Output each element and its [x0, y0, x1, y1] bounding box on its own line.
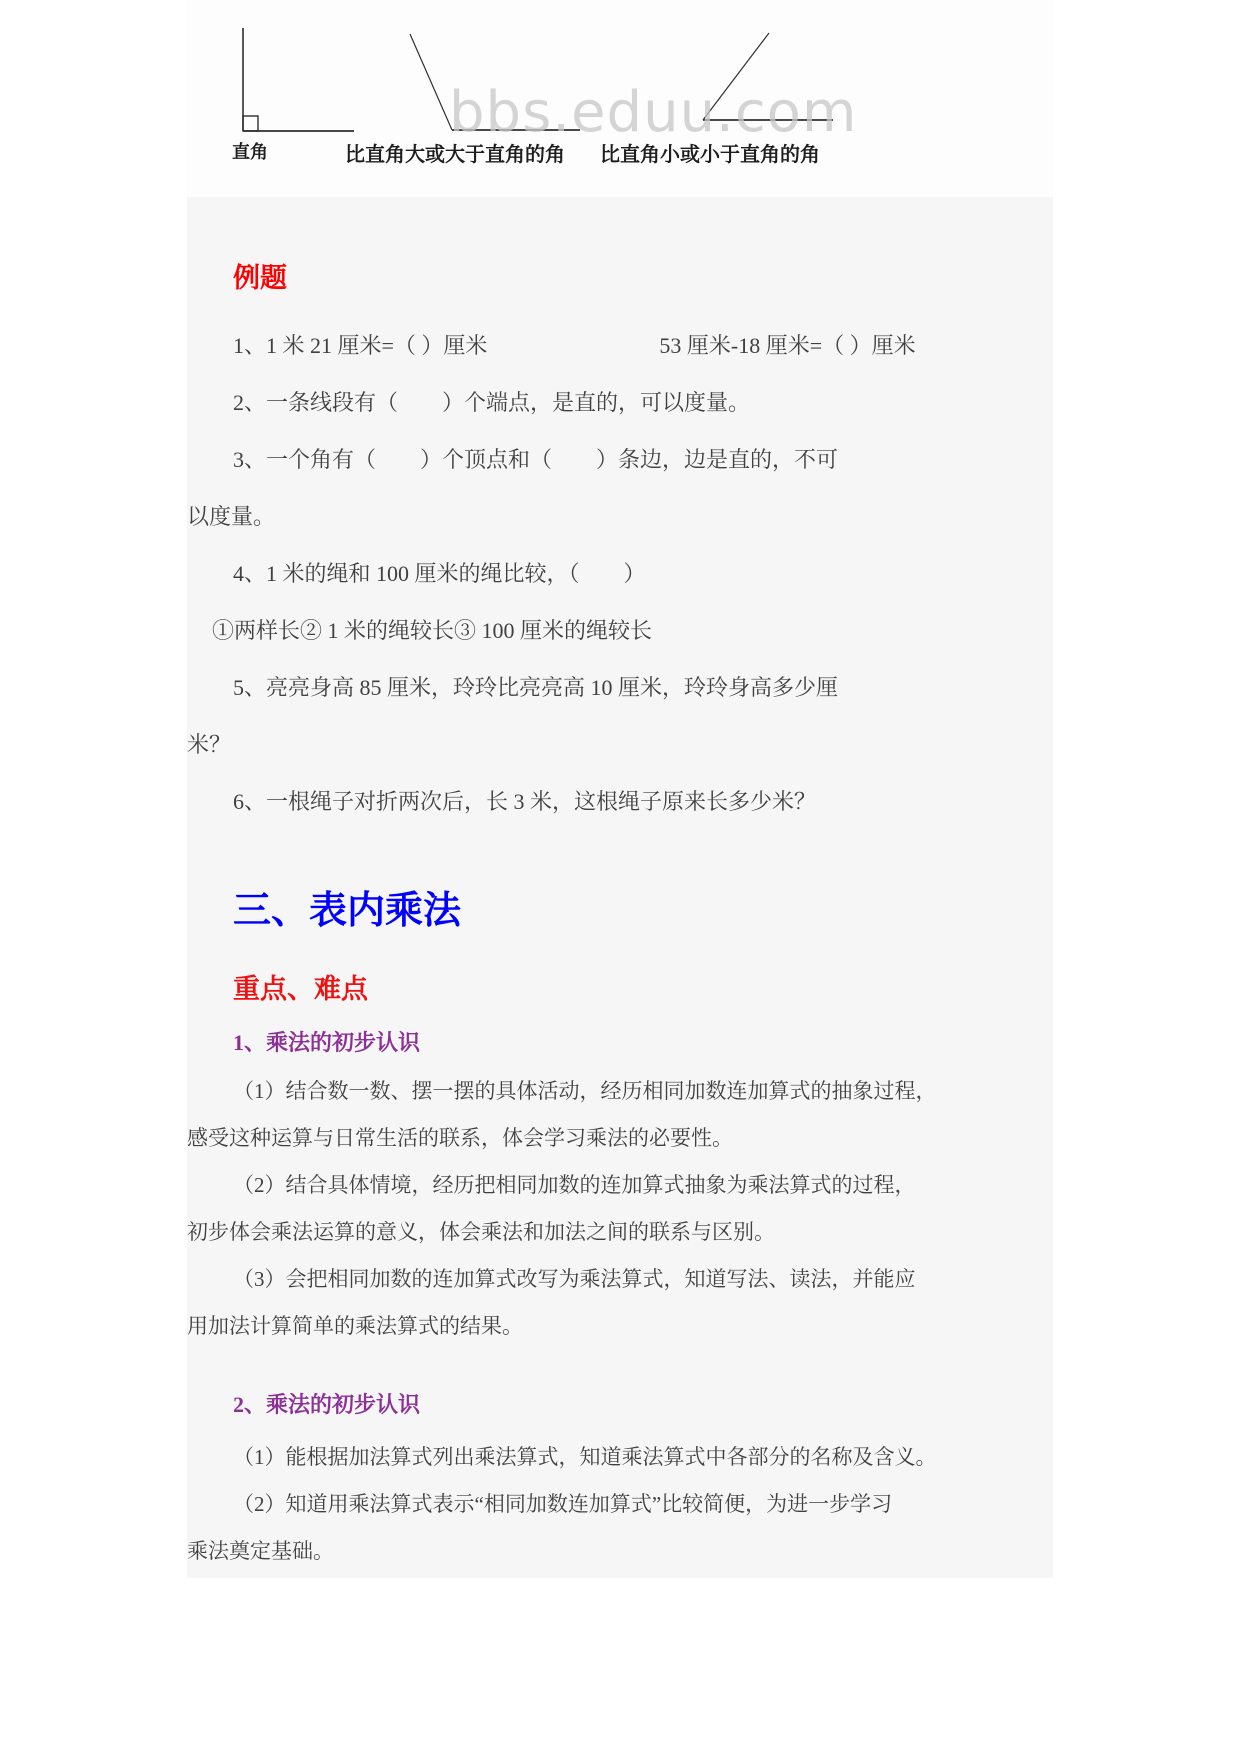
angles-figure: [187, 0, 1053, 197]
topic-line-continuation: 乘法奠定基础。: [187, 1539, 334, 1563]
acute-angle-label: 比直角小或小于直角的角: [600, 144, 820, 166]
example-line-left: 1、1 米 21 厘米=（ ）厘米: [233, 333, 488, 358]
example-line: [187, 317, 1053, 374]
examples-list: [187, 317, 1053, 830]
obtuse-angle-label: 比直角大或大于直角的角: [345, 144, 565, 166]
examples-heading: 例题: [233, 263, 287, 293]
topic-1-paragraphs: [187, 1068, 1053, 1350]
example-line-right: 53 厘米-18 厘米=（ ）厘米: [659, 333, 916, 358]
topic-line: （2）知道用乘法算式表示“相同加数连加算式”比较简便，为进一步学习: [233, 1492, 893, 1516]
example-line: 4、1 米的绳和 100 厘米的绳比较，（ ）: [233, 561, 646, 586]
topic-line: （2）结合具体情境，经历把相同加数的连加算式抽象为乘法算式的过程，: [233, 1173, 916, 1197]
example-line: 5、亮亮身高 85 厘米，玲玲比亮亮高 10 厘米，玲玲身高多少厘: [233, 675, 839, 700]
section-heading-multiplication: 三、表内乘法: [233, 890, 462, 932]
site-watermark: bbs.eduu.com: [449, 80, 858, 145]
topic-line-continuation: 初步体会乘法运算的意义，体会乘法和加法之间的联系与区别。: [187, 1220, 775, 1244]
document-body: [187, 261, 1053, 1575]
page-content-column: [187, 0, 1053, 1578]
right-angle-label: 直角: [232, 142, 268, 162]
topic-line-continuation: 感受这种运算与日常生活的联系，体会学习乘法的必要性。: [187, 1126, 733, 1150]
topic-line-continuation: 用加法计算简单的乘法算式的结果。: [187, 1314, 523, 1338]
keypoints-heading: 重点、难点: [233, 974, 368, 1004]
example-line-continuation: 以度量。: [187, 504, 276, 529]
example-line: 6、一根绳子对折两次后，长 3 米，这根绳子原来长多少米？: [233, 789, 817, 814]
topic-line: （3）会把相同加数的连加算式改写为乘法算式，知道写法、读法，并能应: [233, 1267, 916, 1291]
topic-title-1: 1、乘法的初步认识: [233, 1030, 421, 1055]
topic-line: （1）结合数一数、摆一摆的具体活动，经历相同加数连加算式的抽象过程，: [233, 1079, 937, 1103]
topic-line: （1）能根据加法算式列出乘法算式，知道乘法算式中各部分的名称及含义。: [233, 1445, 937, 1469]
topic-title-2: 2、乘法的初步认识: [233, 1392, 421, 1417]
example-line-continuation: 米？: [187, 732, 232, 757]
example-line: 2、一条线段有（ ）个端点，是直的，可以度量。: [233, 390, 751, 415]
example-line-options: ①两样长② 1 米的绳较长③ 100 厘米的绳较长: [212, 618, 653, 643]
topic-2-paragraphs: [187, 1434, 1053, 1575]
example-line: 3、一个角有（ ）个顶点和（ ）条边，边是直的，不可: [233, 447, 839, 472]
